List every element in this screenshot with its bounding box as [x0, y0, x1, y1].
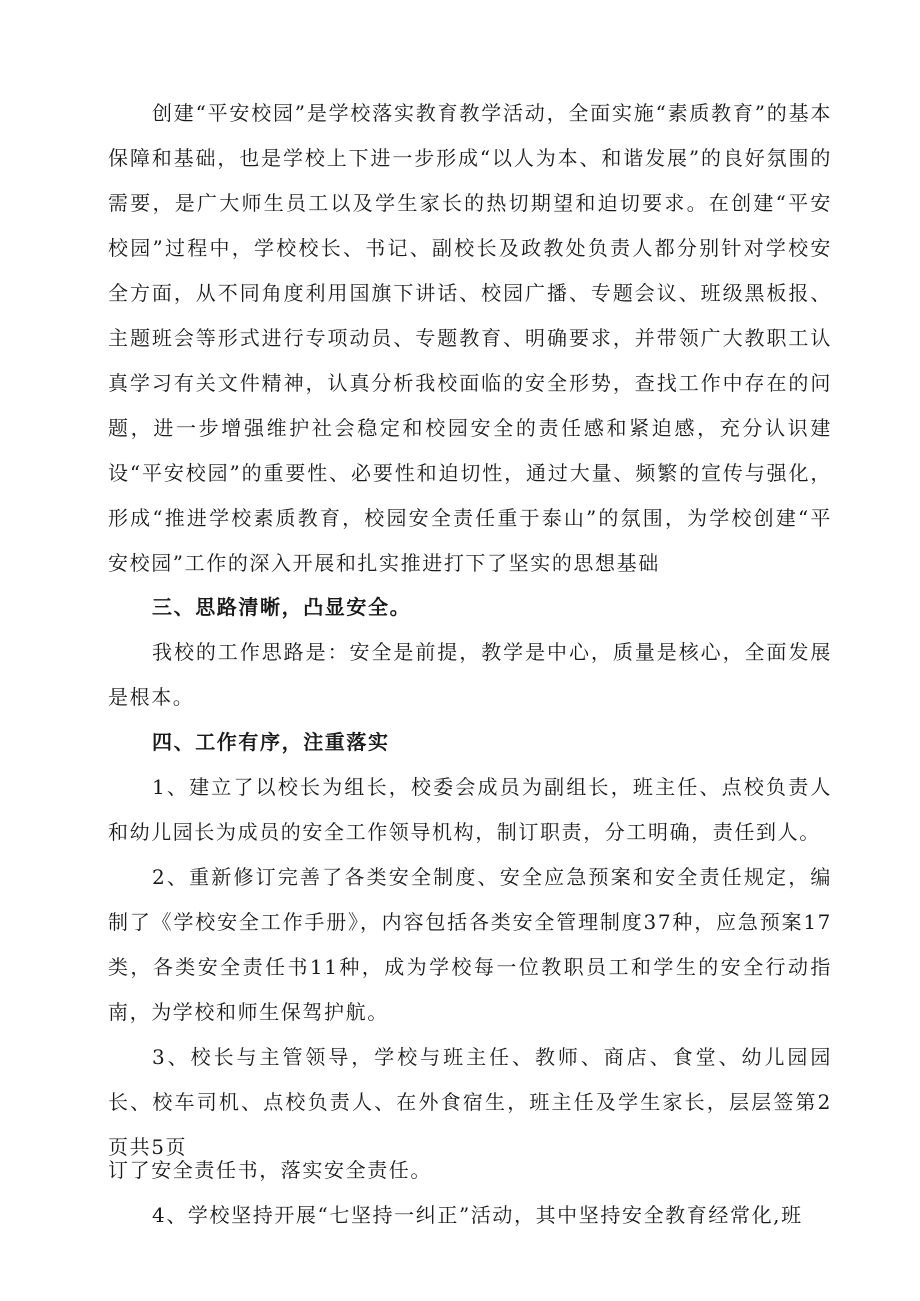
list-item-3-continued: 订了安全责任书，落实安全责任。: [108, 1158, 432, 1182]
list-item-1: 1、建立了以校长为组长，校委会成员为副组长，班主任、点校负责人和幼儿园长为成员的安全工作领导机构，制订职责，分工明确，责任到人。: [108, 775, 832, 844]
list-item-4: 4、学校坚持开展“七坚持一纠正”活动，其中坚持安全教育经常化,班: [152, 1203, 803, 1227]
section-heading-4: 四、工作有序，注重落实: [152, 730, 390, 754]
list-item-2: 2、重新修订完善了各类安全制度、安全应急预案和安全责任规定，编制了《学校安全工作手册》，内容包括各类安全管理制度37种，应急预案17类，各类安全责任书11种，成为学校每一位教职员工和学生的安全行动指南，为学校和师生保驾护航。: [108, 865, 832, 1024]
section-heading-3: 三、思路清晰，凸显安全。: [152, 595, 412, 619]
list-item-3: 3、校长与主管领导，学校与班主任、教师、商店、食堂、幼儿园园长、校车司机、点校负责人、在外食宿生，班主任及学生家长，层层签第2页共5页: [108, 1045, 832, 1159]
intro-paragraph: 创建“平安校园”是学校落实教育教学活动，全面实施“素质教育”的基本保障和基础，也是学校上下进一步形成“以人为本、和谐发展”的良好氛围的需要，是广大师生员工以及学生家长的热切期望和迫切要求。在创建“平安校园”过程中，学校校长、书记、副校长及政教处负责人都分别针对学校安全方面，从不同角度利用国旗下讲话、校园广播、专题会议、班级黑板报、主题班会等形式进行专项动员、专题教育、明确要求，并带领广大教职工认真学习有关文件精神，认真分析我校面临的安全形势，查找工作中存在的问题，进一步增强维护社会稳定和校园安全的责任感和紧迫感，充分认识建设“平安校园”的重要性、必要性和迫切性，通过大量、频繁的宣传与强化，形成“推进学校素质教育，校园安全责任重于泰山”的氛围，为学校创建“平安校园”工作的深入开展和扎实推进打下了坚实的思想基础: [108, 101, 832, 575]
thinking-paragraph: 我校的工作思路是：安全是前提，教学是中心，质量是核心，全面发展是根本。: [108, 640, 832, 709]
